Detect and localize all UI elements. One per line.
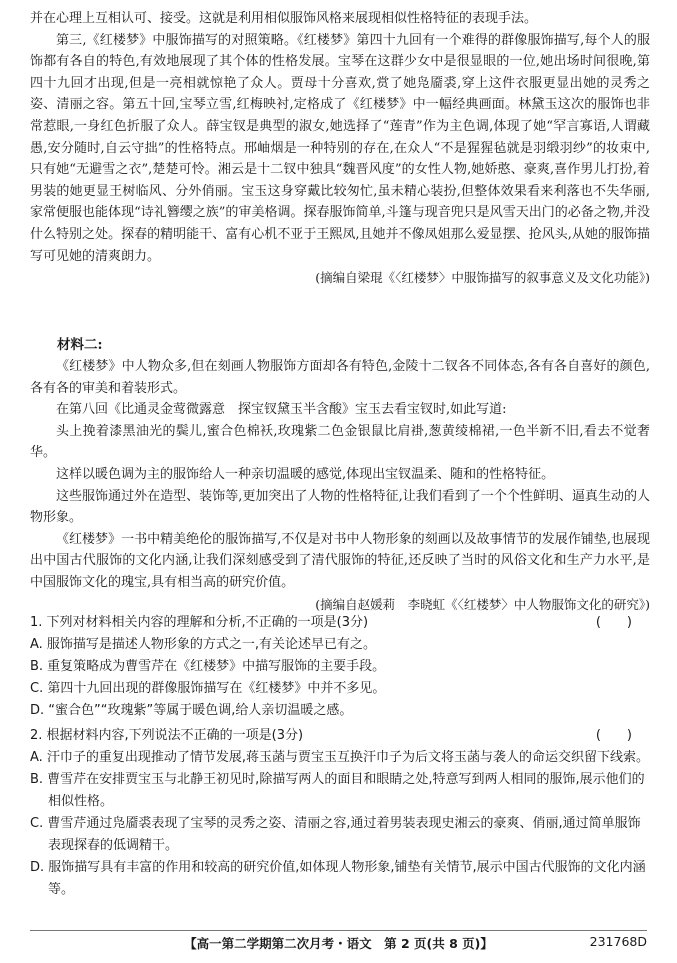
material1-paragraph-0: 并在心理上互相认可、接受。这就是利用相似服饰风格来展现相似性格特征的表现手法。 <box>30 11 538 26</box>
question-2-option-d: D. 服饰描写具有丰富的作用和较高的研究价值,如体现人物形象,铺垫有关情节,展示中国古代服饰的文化内涵等。 <box>30 860 646 897</box>
material2-paragraph-2: 在第八回《比通灵金莺微露意 探宝钗黛玉半含酸》宝玉去看宝钗时,如此写道: <box>56 402 507 418</box>
page-footer <box>30 934 647 956</box>
answer-paren: ( ) <box>595 615 632 630</box>
question-1-option-a: A. 服饰描写是描述人物形象的方式之一,有关论述早已有之。 <box>30 637 377 652</box>
question-1-option-c: C. 第四十九回出现的群像服饰描写在《红楼梦》中并不多见。 <box>30 681 386 696</box>
material2-paragraph-4: 这样以暖色调为主的服饰给人一种亲切温暖的感觉,体现出宝钗温柔、随和的性格特征。 <box>56 466 555 482</box>
footer-title: 【高一第二学期第二次月考・语文 第 2 页(共 8 页)】 <box>184 936 493 951</box>
question-2 <box>30 725 650 901</box>
material2-paragraph-5: 这些服饰通过外在造型、装饰等,更加突出了人物的性格特征,让我们看到了一个个性鲜明、逼真生动的人物形象。 <box>30 488 650 526</box>
material1-paragraph-1: 第三,《红楼梦》中服饰描写的对照策略。《红楼梦》第四十九回有一个难得的群像服饰描写,每个人的服饰都有各自的特色,有效地展现了其个体的性格发展。宝琴在这群少女中是很显眼的一位,她出场时间很晚,第四十九回才出现,但是一亮相就惊艳了众人。贾母十分喜欢,赏了她凫靥裘,穿上这件衣服更显出她的灵秀之姿、清丽之容。第五十回,宝琴立雪,红梅映衬,定格成了《红楼梦》中一幅经典画面。林黛玉这次的服饰也非常惹眼,一身红色折服了众人。薛宝钗是典型的淑女,她选择了“莲青”作为主色调,体现了她“罕言寡语,人谓藏愚,安分随时,自云守拙”的性格特点。邢岫烟是一种特别的存在,在众人“不是猩猩毡就是羽缎羽纱”的妆束中,只有她“无避雪之衣”,楚楚可怜。湘云是十二钗中独具“魏晋风度”的女性人物,她娇憨、豪爽,喜作男儿打扮,着男装的她更显王树临风、分外俏丽。宝玉这身穿戴比较匆忙,虽未精心装扮,但整体效果看来利落也不失华丽,家常便服也能体现“诗礼簪缨之族”的审美格调。探春服饰简单,斗篷与现音兜只是风雪天出门的必备之物,并没什么特别之处。探春的精明能干、富有心机不亚于王熙凤,且她并不像凤姐那么爱显摆、抢风头,从她的服饰描写可见她的清爽朗力。 <box>30 32 650 264</box>
material-one <box>30 8 650 289</box>
question-1 <box>30 612 650 722</box>
question-1-stem: 1. 下列对材料相关内容的理解和分析,不正确的一项是(3分) ( ) <box>30 612 650 634</box>
material2-paragraph-1: 《红楼梦》中人物众多,但在刻画人物服饰方面却各有特色,金陵十二钗各不同体态,各有各自喜好的颜色,各有各的审美和着装形式。 <box>30 359 650 396</box>
footer-divider <box>30 930 647 931</box>
material1-source: (摘编自梁琨《〈红楼梦〉中服饰描写的叙事意义及文化功能》) <box>315 270 650 286</box>
question-2-stem: 2. 根据材料内容,下列说法不正确的一项是(3分) ( ) <box>30 725 650 747</box>
question-2-option-b: B. 曹雪芹在安排贾宝玉与北静王初见时,除描写两人的面目和眼睛之处,特意写到两人相同的服饰,展示他们的相似性格。 <box>30 772 645 809</box>
material2-quote: 头上挽着漆黑油光的鬓儿,蜜合色棉袄,玫瑰紫二色金银鼠比肩褂,葱黄绫棉裙,一色半新不旧,看去不觉奢华。 <box>30 423 650 461</box>
question-1-option-d: D. “蜜合色”“玫瑰紫”等属于暖色调,给人亲切温暖之感。 <box>30 703 353 718</box>
answer-paren: ( ) <box>595 728 632 743</box>
exam-code: 231768D <box>589 934 647 949</box>
question-2-option-c: C. 曹雪芹通过凫靥裘表现了宝琴的灵秀之姿、清丽之容,通过着男装表现史湘云的豪爽、俏丽,通过简单服饰表现探春的低调精干。 <box>30 816 641 853</box>
material-two <box>30 334 650 615</box>
question-1-option-b: B. 重复策略成为曹雪芹在《红楼梦》中描写服饰的主要手段。 <box>30 659 386 674</box>
material2-source: (摘编自赵媛莉 李晓虹《〈红楼梦〉中人物服饰文化的研究》) <box>315 596 650 612</box>
material2-heading: 材料二: <box>57 337 103 353</box>
material2-paragraph-6: 《红楼梦》一书中精美绝伦的服饰描写,不仅是对书中人物形象的刻画以及故事情节的发展作铺垫,也展现出中国古代服饰的文化内涵,让我们深刻感受到了清代服饰的特征,还反映了当时的风俗文化和生产力水平,是中国服饰文化的瑰宝,具有相当高的研究价值。 <box>30 531 650 590</box>
question-2-option-a: A. 汗巾子的重复出现推动了情节发展,蒋玉菡与贾宝玉互换汗巾子为后文将玉菡与袭人的命运交织留下线索。 <box>30 750 650 765</box>
